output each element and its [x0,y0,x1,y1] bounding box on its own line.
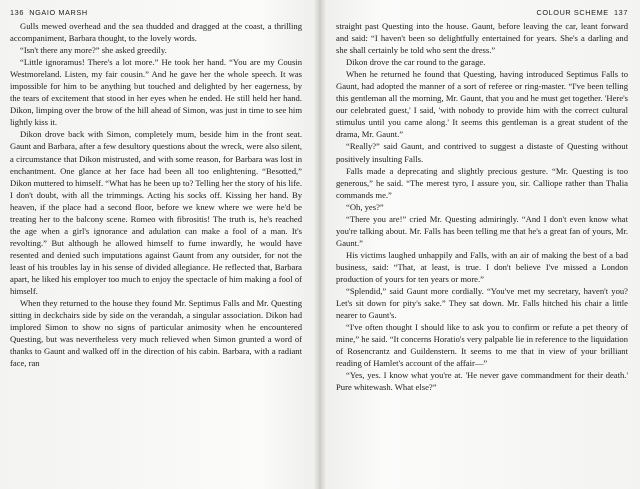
gutter-shadow [314,0,326,489]
paragraph: “I've often thought I should like to ask you to confirm or refute a pet theory of mine,” he said. “It concerns Horatio's very palpable lie in reference to the liquidation of Rosencrantz and Guildenstern. It seems to me that in view of your brilliant reading of Hamlet's account of the affair—” [336,322,628,369]
paragraph: Gulls mewed overhead and the sea thudded and dragged at the coast, a thrilling accompaniment, Barbara thought, to the lovely words. [10,21,302,44]
right-page-title: COLOUR SCHEME [536,8,609,17]
paragraph: “Really?” said Gaunt, and contrived to suggest a distaste of Questing without positively insulting Falls. [336,141,628,164]
left-page [10,8,302,484]
left-page-author: NGAIO MARSH [29,8,88,17]
paragraph: “Yes, yes. I know what you're at. 'He never gave commandment for their death.' Pure whitewash. What else?” [336,370,628,393]
paragraph: His victims laughed unhappily and Falls, with an air of making the best of a bad business, said: “That, at least, is true. I don't believe I've missed a London production of yours for ten years or more.” [336,249,628,284]
paragraph: Falls made a deprecating and slightly precious gesture. “Mr. Questing is too generous,” he said. “The merest tyro, I assure you, sir. Calliope rather than Thalia commands me.” [336,165,628,200]
left-page-number: 136 [10,8,24,17]
paragraph: When he returned he found that Questing, having introduced Septimus Falls to Gaunt, had adopted the manner of a sort of referee or ring-master. “I've been telling this gentleman all the morning, Mr. Gaunt, that you and he must get together. 'Here's our celebrated guest,' I said, 'with nobody to provide him with the correct cultural stimulus until you came along.' It seems this gentleman is a great student of the drama, Mr. Gaunt.” [336,69,628,140]
paragraph: “Splendid,” said Gaunt more cordially. “You've met my secretary, haven't you? Let's sit down for pity's sake.” They sat down. Mr. Falls hitched his chair a little nearer to Gaunt's. [336,286,628,321]
right-page-header [336,8,628,20]
right-page [336,8,628,484]
paragraph: Dikon drove back with Simon, completely mum, beside him in the front seat. Gaunt and Barbara, after a few desultory questions about the wreck, were also silent, a circumstance that Dikon mistrusted, and with some reason, for Barbara was lost in enchantment. One glance at her face had been all too enlightening. “Besotted,” Dikon muttered to himself. “What has he been up to? Telling her the story of his life. I don't doubt, with all the trimmings. Acting his socks off. Kissing her hand. By heaven, if the place had a second floor, before we knew where we were he'd be treating her to the balcony scene. Romeo with fibrositis! The truth is, he's reached the age when a girl's ignorance and adulation can make a fool of a man. It's revolting.” But although he allowed himself to fume inwardly, he would have resented and denied such imputations against Gaunt from any outsider, for not the least of his troubles lay in his sense of divided allegiance. He reflected that, Barbara apart, he liked his employer too much to enjoy the spectacle of him making a fool of himself. [10,129,302,297]
right-page-body [336,20,628,393]
left-page-header [10,8,302,20]
paragraph: straight past Questing into the house. Gaunt, before leaving the car, leant forward and said: “I haven't been so delightfully entertained for years. She's a darling and she shall certainly be told who sent the dress.” [336,21,628,56]
paragraph: When they returned to the house they found Mr. Septimus Falls and Mr. Questing sitting in deckchairs side by side on the verandah, a singular association. Dikon had implored Simon to show no signs of particular animosity when he encountered Questing, but was nevertheless very much relieved when Simon grunted a word of thanks to Gaunt and walked off in the direction of his cabin. Barbara, with a radiant face, ran [10,298,302,369]
paragraph: “Little ignoramus! There's a lot more.” He took her hand. “You are my Cousin Westmoreland. Listen, my fair cousin.” And he gave her the whole speech. It was impossible for him to be anything but touched and delighted by her eagerness, by the tears of excitement that stood in her eyes when he ended. He still held her hand. Dikon, limping over the brow of the hill ahead of Simon, was just in time to see him lightly kiss it. [10,57,302,128]
paragraph: “Isn't there any more?” she asked greedily. [20,45,167,56]
left-page-body [10,20,302,369]
paragraph: “There you are!” cried Mr. Questing admiringly. “And I don't even know what you're talking about. Mr. Falls has been telling me that he's a great fan of yours, Mr. Gaunt.” [336,213,628,248]
right-page-number: 137 [614,8,628,17]
paragraph: “Oh, yes?” [346,201,384,212]
paragraph: Dikon drove the car round to the garage. [346,57,486,68]
